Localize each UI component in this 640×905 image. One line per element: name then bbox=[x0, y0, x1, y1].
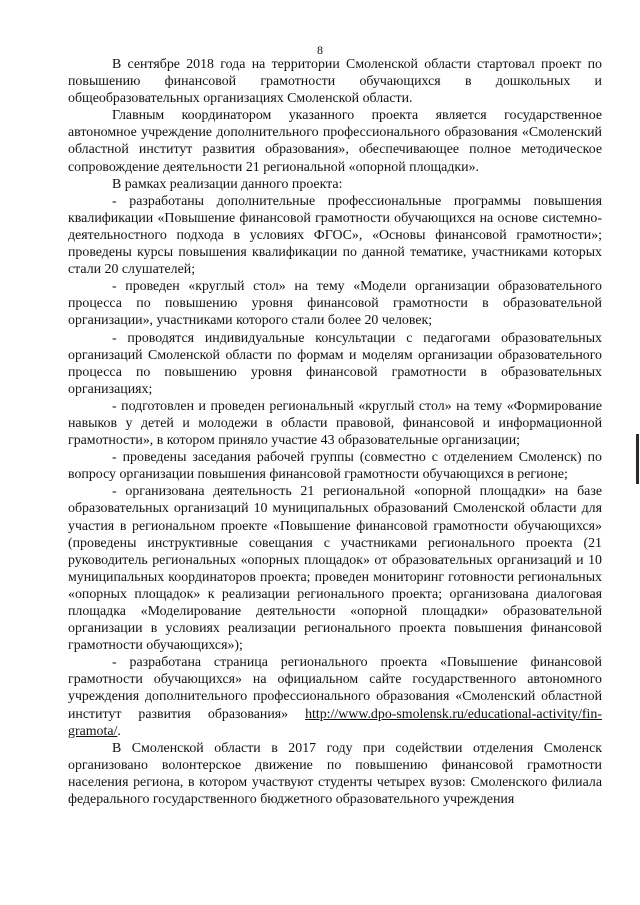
list-item-round-table: - проведен «круглый стол» на тему «Модели организации образовательного процесса по повышению уровня финансовой грамотности в образовательной организации», участниками которого стали более 20 человек; bbox=[68, 279, 602, 329]
web-page-text-end: . bbox=[117, 723, 121, 739]
list-item-web-page bbox=[68, 654, 602, 739]
document-body bbox=[68, 56, 602, 808]
project-page-link[interactable]: http://www.dpo-smolensk.ru/educational-activity/fin-gramota/ bbox=[68, 706, 602, 739]
list-item-pilot-sites: - организована деятельность 21 региональной «опорной площадки» на базе образовательных организаций 10 муниципальных образований Смоленской области для участия в региональном проекте «Повышение финансовой грамотности обучающихся» (проведены инструктивные совещания с участниками регионального проекта (21 руководитель региональных «опорных площадок» от образовательных организаций и 10 муниципальных координаторов проекта; проведен мониторинг готовности региональных «опорных площадок» к реализации регионального проекта; организована диалоговая площадка «Моделирование деятельности «опорной площадки» образовательной организации в условиях реализации регионального проекта повышения финансовой грамотности обучающихся»); bbox=[68, 484, 602, 654]
page-number: 8 bbox=[317, 43, 323, 57]
paragraph-volunteer-movement: В Смоленской области в 2017 году при содействии отделения Смоленск организовано волонтерское движение по повышению финансовой грамотности населения региона, в котором участвуют студенты четырех вузов: Смоленского филиала федерального государственного бюджетного образовательного учреждения bbox=[68, 740, 602, 808]
paragraph-project-start: В сентябре 2018 года на территории Смоленской области стартовал проект по повышению финансовой грамотности обучающихся в дошкольных и общеобразовательных организациях Смоленской области. bbox=[68, 57, 602, 107]
list-item-programs-developed: - разработаны дополнительные профессиональные программы повышения квалификации «Повышение финансовой грамотности обучающихся на основе системно-деятельностного подхода в условиях ФГОС», «Основы финансовой грамотности»; проведены курсы повышения квалификации по данной тематике, участниками которых стали 20 слушателей; bbox=[68, 193, 602, 278]
paragraph-coordinator: Главным координатором указанного проекта является государственное автономное учреждение дополнительного профессионального образования «Смоленский областной институт развития образования», обеспечивающее полное методическое сопровождение деятельности 21 региональной «опорной площадки». bbox=[68, 108, 602, 175]
web-page-text: - разработана страница регионального проекта «Повышение финансовой грамотности обучающихся» на официальном сайте государственного автономного учреждения дополнительного профессионального образования «Смоленский областной институт развития образования» bbox=[68, 655, 602, 722]
scan-edge-mark bbox=[636, 434, 639, 484]
list-item-regional-round-table: - подготовлен и проведен региональный «круглый стол» на тему «Формирование навыков у детей и молодежи в области правовой, финансовой и информационной грамотности», в котором приняло участие 43 образовательные организации; bbox=[68, 398, 602, 449]
paragraph-implementation-intro: В рамках реализации данного проекта: bbox=[112, 176, 343, 192]
list-item-working-group: - проведены заседания рабочей группы (совместно с отделением Смоленск) по вопросу организации повышения финансовой грамотности обучающихся в регионе; bbox=[68, 450, 602, 483]
list-item-consultations: - проводятся индивидуальные консультации с педагогами образовательных организаций Смоленской области по формам и моделям организации образовательного процесса по повышению уровня финансовой грамотности в образовательных организациях; bbox=[68, 330, 602, 397]
